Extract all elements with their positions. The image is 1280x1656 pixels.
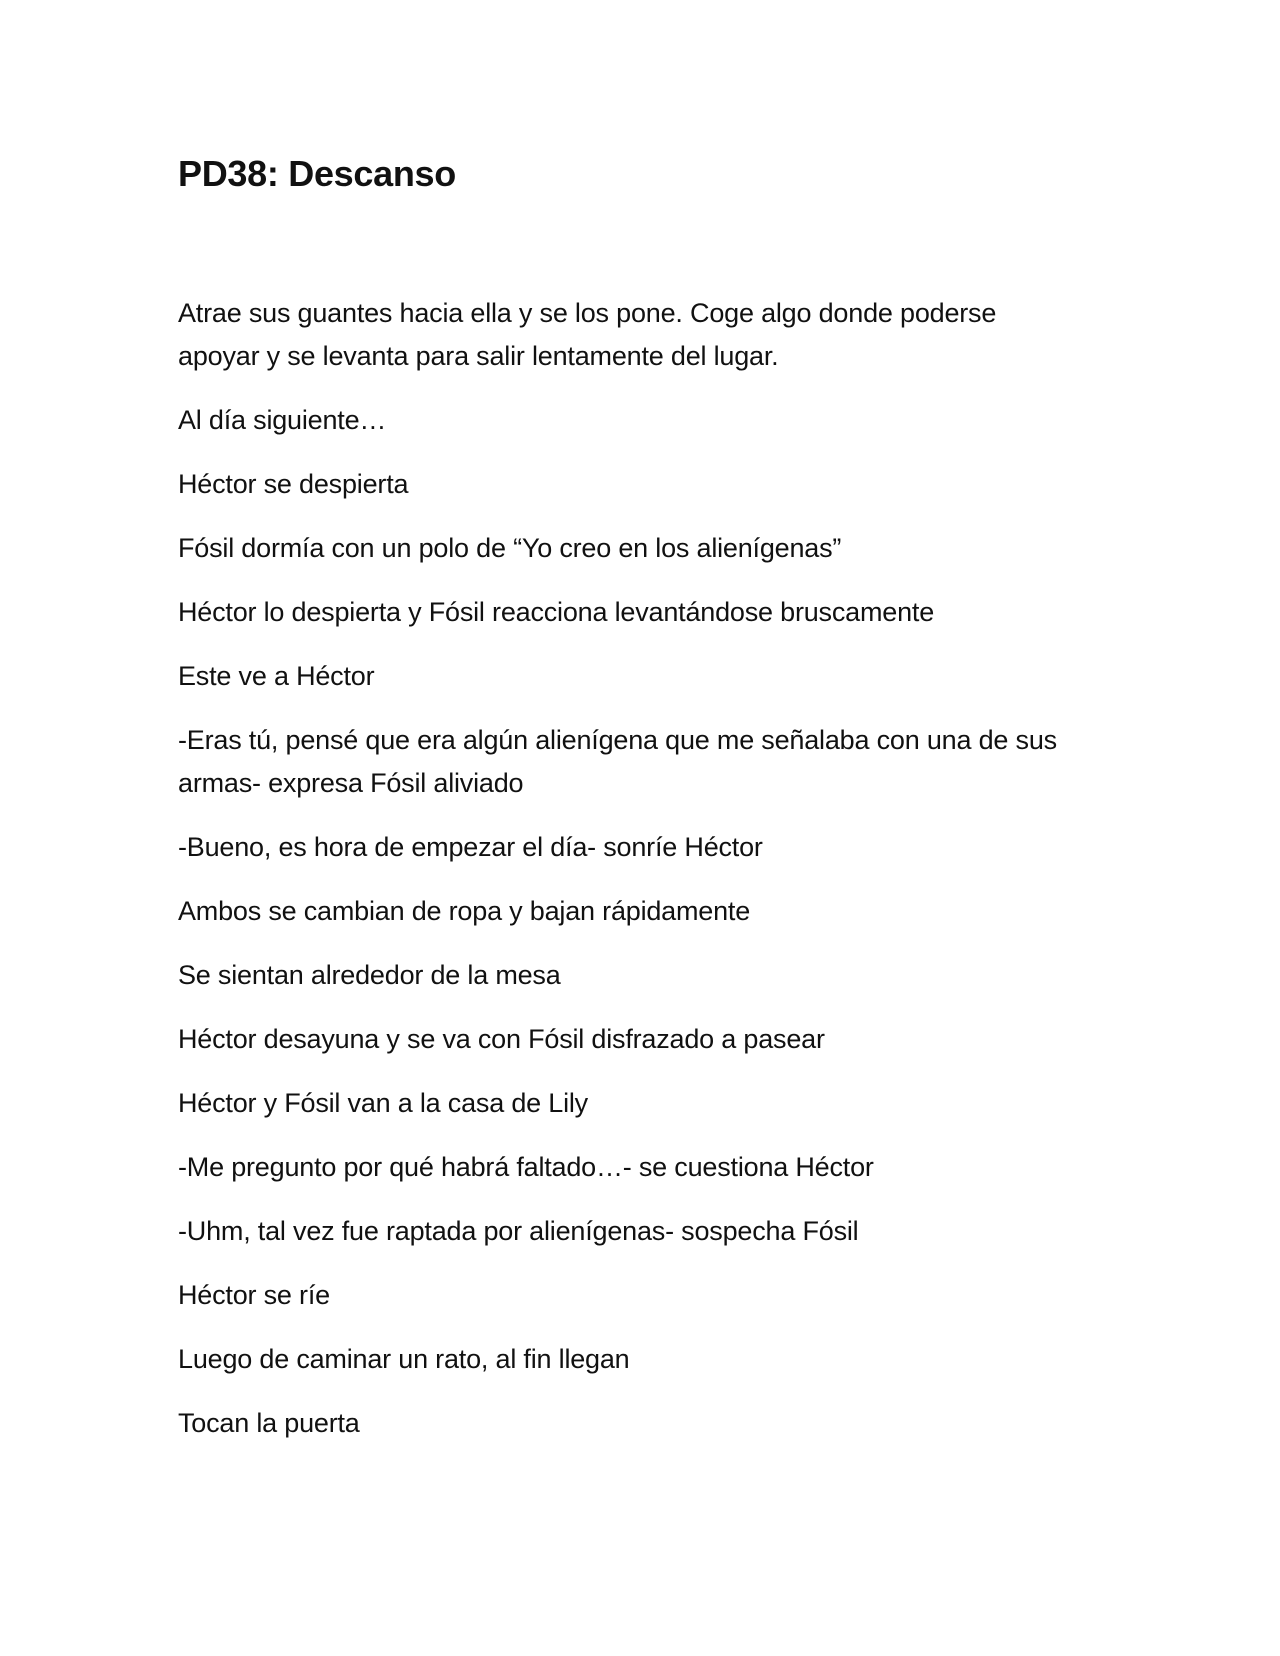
paragraph: Luego de caminar un rato, al fin llegan: [178, 1344, 630, 1374]
paragraph: -Me pregunto por qué habrá faltado…- se cuestiona Héctor: [178, 1152, 874, 1182]
paragraph: Héctor lo despierta y Fósil reacciona levantándose bruscamente: [178, 597, 935, 627]
paragraph: Héctor se ríe: [178, 1280, 330, 1310]
paragraph: Atrae sus guantes hacia ella y se los pone. Coge algo donde poderse apoyar y se levanta para salir lentamente del lugar.: [178, 298, 997, 371]
paragraph: Se sientan alrededor de la mesa: [178, 960, 561, 990]
paragraph: Héctor desayuna y se va con Fósil disfrazado a pasear: [178, 1024, 825, 1054]
paragraph: Este ve a Héctor: [178, 661, 375, 691]
paragraph: Tocan la puerta: [178, 1408, 360, 1438]
paragraph: Ambos se cambian de ropa y bajan rápidamente: [178, 896, 751, 926]
document-body: [178, 292, 1078, 1466]
paragraph: Héctor se despierta: [178, 469, 409, 499]
document-title: PD38: Descanso: [178, 153, 456, 194]
paragraph: Héctor y Fósil van a la casa de Lily: [178, 1088, 588, 1118]
paragraph: -Bueno, es hora de empezar el día- sonríe Héctor: [178, 832, 763, 862]
paragraph: -Uhm, tal vez fue raptada por alienígenas- sospecha Fósil: [178, 1216, 859, 1246]
paragraph: Fósil dormía con un polo de “Yo creo en los alienígenas”: [178, 533, 842, 563]
paragraph: Al día siguiente…: [178, 405, 387, 435]
paragraph: -Eras tú, pensé que era algún alienígena que me señalaba con una de sus armas- expresa Fósil aliviado: [178, 725, 1057, 798]
